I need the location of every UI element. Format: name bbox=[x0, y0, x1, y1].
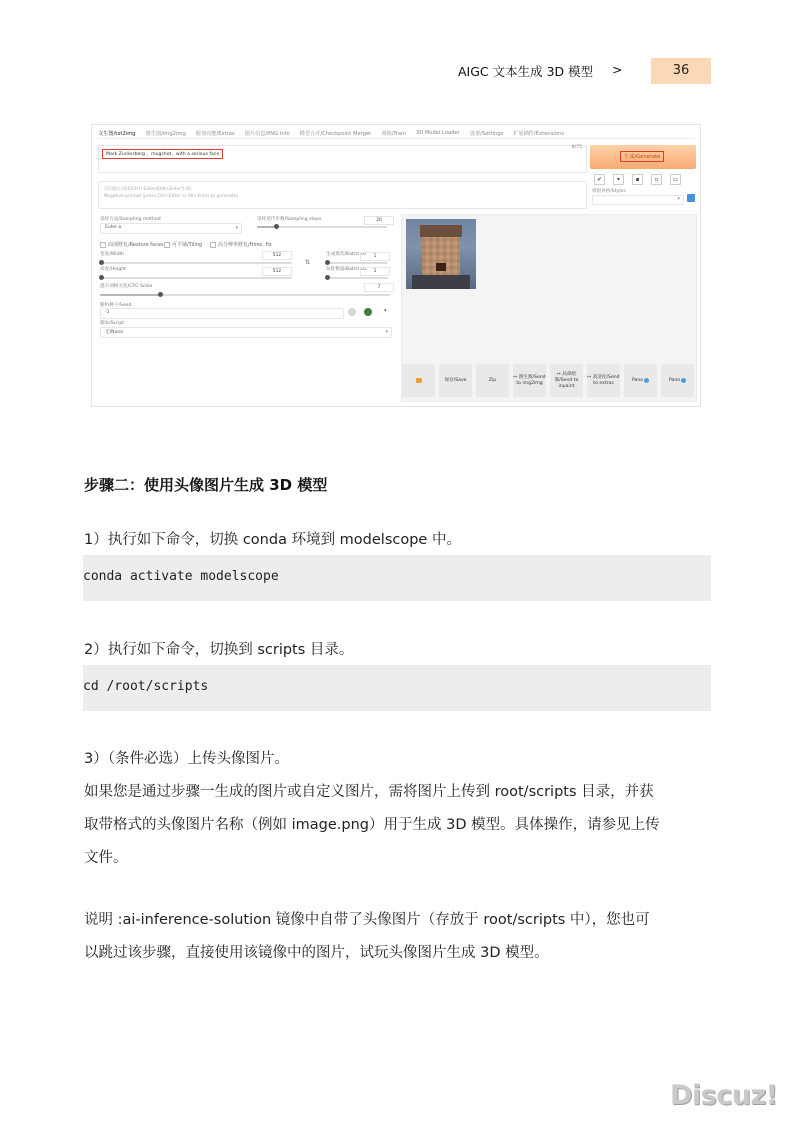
send-to-inpaint-button[interactable]: ↦ 局部绘制/Send to inpaint bbox=[550, 364, 583, 397]
sampling-steps-label: 采样迭代步数/Sampling steps bbox=[257, 217, 322, 222]
header-title: AIGC 文本生成 3D 模型 bbox=[458, 64, 594, 79]
pano-button-1[interactable] bbox=[624, 364, 657, 397]
code-line-2: cd /root/scripts bbox=[83, 679, 209, 694]
save-style-icon[interactable]: ▫ bbox=[651, 174, 662, 185]
open-folder-button[interactable] bbox=[402, 364, 435, 397]
seed-value: -1 bbox=[105, 310, 110, 315]
code-line-1: conda activate modelscope bbox=[83, 569, 279, 584]
batch-size-slider[interactable] bbox=[326, 277, 388, 279]
zip-button[interactable]: Zip bbox=[476, 364, 509, 397]
seed-label: 随机种子/Seed bbox=[100, 303, 132, 308]
tab-train[interactable]: 训练/Train bbox=[381, 131, 406, 137]
width-input[interactable]: 512 bbox=[262, 251, 292, 260]
step3-text: 3）（条件必选）上传头像图片。 bbox=[84, 751, 289, 767]
sampling-steps-input[interactable]: 20 bbox=[364, 216, 394, 225]
pano-label: Pano bbox=[631, 377, 644, 383]
paragraph-line-1: 如果您是通过步骤一生成的图片或自定义图片，需将图片上传到 root/scripts 目录，并获 bbox=[84, 784, 654, 800]
tab-img2img[interactable]: 图生图/img2img bbox=[145, 131, 186, 137]
styles-refresh-button[interactable] bbox=[687, 194, 695, 202]
paragraph-line-3: 文件。 bbox=[84, 850, 128, 866]
clipboard-icon[interactable]: ▪ bbox=[632, 174, 643, 185]
step2-heading: 步骤二：使用头像图片生成 3D 模型 bbox=[84, 476, 328, 494]
token-counter: 8/75 bbox=[571, 145, 582, 150]
globe-icon bbox=[681, 378, 686, 383]
generated-portrait-image[interactable] bbox=[406, 219, 476, 289]
cfg-label: 提示词相关性/CFG Scale bbox=[100, 284, 153, 289]
apply-style-icon[interactable]: ▭ bbox=[670, 174, 681, 185]
slider-handle[interactable] bbox=[325, 260, 330, 265]
watermark-logo: Discuz! bbox=[670, 1080, 778, 1111]
styles-select[interactable] bbox=[592, 195, 684, 205]
check-icon[interactable]: ✔ bbox=[594, 174, 605, 185]
batch-size-label: 每批数量/Batch siz bbox=[326, 267, 367, 272]
negative-prompt-input[interactable] bbox=[98, 181, 587, 209]
code-block-1 bbox=[83, 555, 711, 601]
width-slider[interactable] bbox=[100, 262, 292, 264]
generate-button[interactable] bbox=[590, 145, 696, 169]
height-label: 高度/Height bbox=[100, 267, 126, 272]
slider-handle[interactable] bbox=[99, 260, 104, 265]
restore-faces-label: 面部修复/Restore faces bbox=[108, 242, 164, 248]
script-select[interactable] bbox=[100, 327, 392, 338]
tab-divider bbox=[98, 138, 694, 139]
output-gallery bbox=[401, 214, 697, 402]
output-actions bbox=[402, 364, 698, 397]
tab-3d-model-loader[interactable]: 3D Model Loader bbox=[415, 130, 460, 136]
code-block-2 bbox=[83, 665, 711, 711]
dice-icon[interactable] bbox=[348, 308, 356, 316]
sampling-method-select[interactable] bbox=[100, 223, 242, 234]
cfg-slider[interactable] bbox=[100, 294, 390, 296]
styles-label: 模板风格/Styles bbox=[592, 189, 626, 194]
chevron-down-icon: ▾ bbox=[385, 329, 388, 335]
height-input[interactable]: 512 bbox=[262, 267, 292, 276]
tab-extensions[interactable]: 扩展插件/Extensions bbox=[513, 131, 564, 137]
width-label: 宽度/Width bbox=[100, 252, 125, 257]
prompt-text: Mark Zuckerberg ，mugshot，with a serious face bbox=[102, 149, 223, 159]
tab-txt2img[interactable]: 文生图/txt2img bbox=[98, 131, 136, 137]
step2-text: 2）执行如下命令，切换到 scripts 目录。 bbox=[84, 642, 354, 658]
save-button[interactable]: 保存/Save bbox=[439, 364, 472, 397]
generate-label: 生成/Generate bbox=[620, 151, 664, 162]
sampling-method-label: 采样方法/Sampling method bbox=[100, 217, 161, 222]
tab-extras[interactable]: 附加功能/Extras bbox=[195, 131, 235, 137]
page-number: 36 bbox=[651, 58, 711, 84]
pano-button-2[interactable] bbox=[661, 364, 694, 397]
tiling-label: 可平铺/Tiling bbox=[172, 242, 203, 248]
send-to-extras-button[interactable]: ↦ 高清化/Send to extras bbox=[587, 364, 620, 397]
batch-count-input[interactable]: 1 bbox=[360, 252, 390, 261]
cfg-input[interactable]: 7 bbox=[364, 283, 394, 292]
seed-input[interactable] bbox=[100, 308, 344, 319]
batch-count-label: 生成批次/Batch co bbox=[326, 252, 366, 257]
style-tool-icons bbox=[594, 174, 681, 185]
step1-text: 1）执行如下命令，切换 conda 环境到 modelscope 中。 bbox=[84, 532, 461, 548]
script-label: 脚本/Script bbox=[100, 321, 125, 326]
paragraph-line-2: 取带格式的头像图片名称（例如 image.png）用于生成 3D 模型。具体操作，请参见上传 bbox=[84, 817, 660, 833]
prompt-input[interactable] bbox=[98, 145, 587, 173]
tab-png-info[interactable]: 图片信息/PNG Info bbox=[244, 131, 290, 137]
batch-size-input[interactable]: 1 bbox=[360, 267, 390, 276]
slider-handle[interactable] bbox=[274, 224, 279, 229]
pano-label: Pano bbox=[668, 377, 681, 383]
swap-dimensions-button[interactable]: ⇅ bbox=[305, 259, 311, 266]
webui-screenshot bbox=[91, 124, 701, 407]
folder-icon bbox=[416, 378, 422, 383]
header-arrow: > bbox=[612, 62, 623, 77]
sampling-steps-slider[interactable] bbox=[257, 226, 387, 228]
seed-extra-toggle-icon[interactable]: ▾ bbox=[384, 308, 387, 314]
chevron-down-icon: ▾ bbox=[235, 225, 238, 231]
restore-faces-checkbox[interactable] bbox=[100, 241, 164, 248]
note-line-1: 说明 :ai-inference-solution 镜像中自带了头像图片（存放于 root/scripts 中），您也可 bbox=[84, 912, 650, 928]
batch-count-slider[interactable] bbox=[326, 262, 388, 264]
recycle-icon[interactable] bbox=[364, 308, 372, 316]
trash-icon[interactable]: ▾ bbox=[613, 174, 624, 185]
negative-placeholder-cn: 反向提示词(按Ctrl+Enter或Alt+Enter生成) bbox=[104, 187, 192, 192]
chevron-down-icon: ▾ bbox=[677, 196, 680, 202]
note-line-2: 以跳过该步骤，直接使用该镜像中的图片，试玩头像图片生成 3D 模型。 bbox=[84, 945, 549, 961]
tiling-checkbox[interactable] bbox=[164, 241, 202, 248]
tab-checkpoint-merger[interactable]: 模型合并/Checkpoint Merger bbox=[299, 131, 372, 137]
negative-placeholder-en: Negative prompt (press Ctrl+Enter or Alt+Enter to generate) bbox=[104, 194, 239, 199]
tab-settings[interactable]: 设置/Settings bbox=[469, 131, 504, 137]
script-value: 无/None bbox=[105, 330, 124, 335]
height-slider[interactable] bbox=[100, 277, 292, 279]
hires-fix-checkbox[interactable] bbox=[210, 241, 272, 248]
send-to-img2img-button[interactable]: ↦ 图生图/Send to img2img bbox=[513, 364, 546, 397]
slider-handle[interactable] bbox=[158, 292, 163, 297]
hires-fix-label: 高分辨率修复/Hires. fix bbox=[218, 242, 272, 248]
webui-tabs bbox=[98, 130, 564, 137]
sampling-method-value: Euler a bbox=[105, 225, 122, 230]
slider-handle[interactable] bbox=[325, 275, 330, 280]
slider-handle[interactable] bbox=[99, 275, 104, 280]
globe-icon bbox=[644, 378, 649, 383]
